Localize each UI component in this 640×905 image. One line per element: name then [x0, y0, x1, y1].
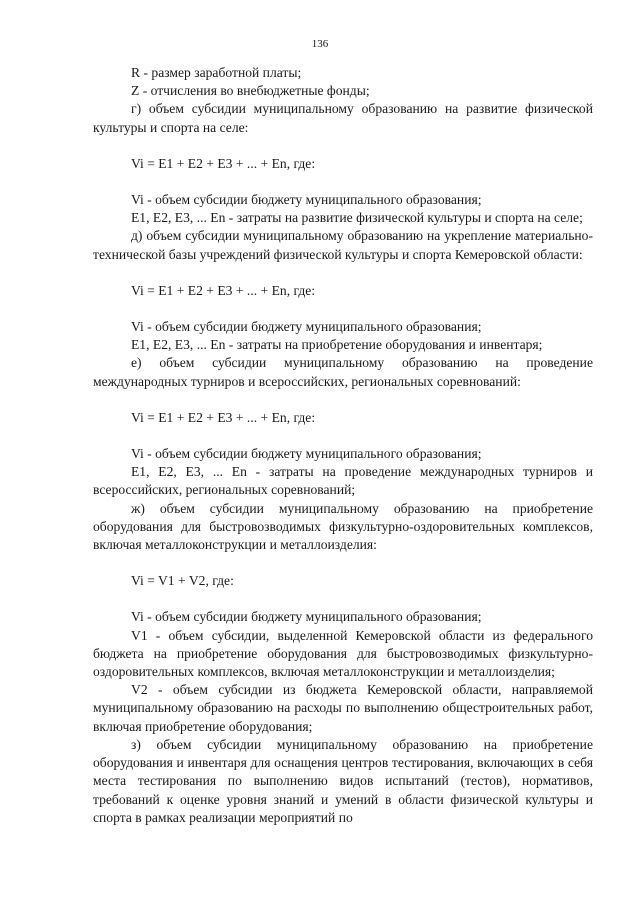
paragraph-item-g: г) объем субсидии муниципальному образованию на развитие физической культуры и спорта на селе:	[93, 101, 593, 135]
paragraph-vi-definition: Vi - объем субсидии бюджету муниципального образования;	[131, 609, 482, 625]
paragraph-v1-definition: V1 - объем субсидии, выделенной Кемеровской области из федерального бюджета на приобретение оборудования для быстровозводимых физкультурно-оздоровительных комплексов, включая металлоконструкции и металлоизделия;	[93, 627, 593, 680]
paragraph-item-d: д) объем субсидии муниципальному образованию на укрепление материально-технической базы учреждений физической культуры и спорта Кемеровской области:	[93, 228, 593, 262]
paragraph-vi-definition: Vi - объем субсидии бюджету муниципального образования;	[131, 446, 482, 462]
formula-zh: Vi = V1 + V2, где:	[131, 573, 234, 589]
paragraph-vi-definition: Vi - объем субсидии бюджету муниципального образования;	[131, 192, 482, 208]
paragraph-v2-definition: V2 - объем субсидии из бюджета Кемеровской области, направляемой муниципальному образованию на расходы по выполнению общестроительных работ, включая приобретение оборудования;	[93, 682, 593, 734]
paragraph-item-z: з) объем субсидии муниципальному образованию на приобретение оборудования и инвентаря для оснащения центров тестирования, включающих в себя места тестирования по выполнению видов испытаний (тестов), нормативов, требований к оценке уровня знаний и умений в области физической культуры и спорта в рамках реализации мероприятий по	[93, 736, 593, 825]
paragraph-r-definition: R - размер заработной платы;	[131, 65, 302, 80]
paragraph-e-definition: E1, E2, E3, ... En - затраты на развитие физической культуры и спорта на селе;	[131, 210, 583, 226]
formula-d: Vi = E1 + E2 + E3 + ... + En, где:	[131, 282, 316, 298]
paragraph-item-e: е) объем субсидии муниципальному образованию на проведение международных турниров и всероссийских, региональных соревнований:	[93, 355, 593, 389]
document-body	[93, 64, 593, 827]
paragraph-e-definition: E1, E2, E3, ... En - затраты на проведение международных турниров и всероссийских, региональных соревнований;	[93, 464, 593, 498]
formula-g: Vi = E1 + E2 + E3 + ... + En, где:	[131, 155, 316, 171]
paragraph-e-definition: E1, E2, E3, ... En - затраты на приобретение оборудования и инвентаря;	[131, 337, 543, 353]
page-number: 136	[311, 38, 329, 50]
formula-e: Vi = E1 + E2 + E3 + ... + En, где:	[131, 409, 316, 425]
paragraph-vi-definition: Vi - объем субсидии бюджету муниципального образования;	[131, 319, 482, 335]
paragraph-item-zh: ж) объем субсидии муниципальному образованию на приобретение оборудования для быстровозводимых физкультурно-оздоровительных комплексов, включая металлоконструкции и металлоизделия:	[93, 500, 593, 553]
paragraph-z-definition: Z - отчисления во внебюджетные фонды;	[131, 83, 370, 99]
